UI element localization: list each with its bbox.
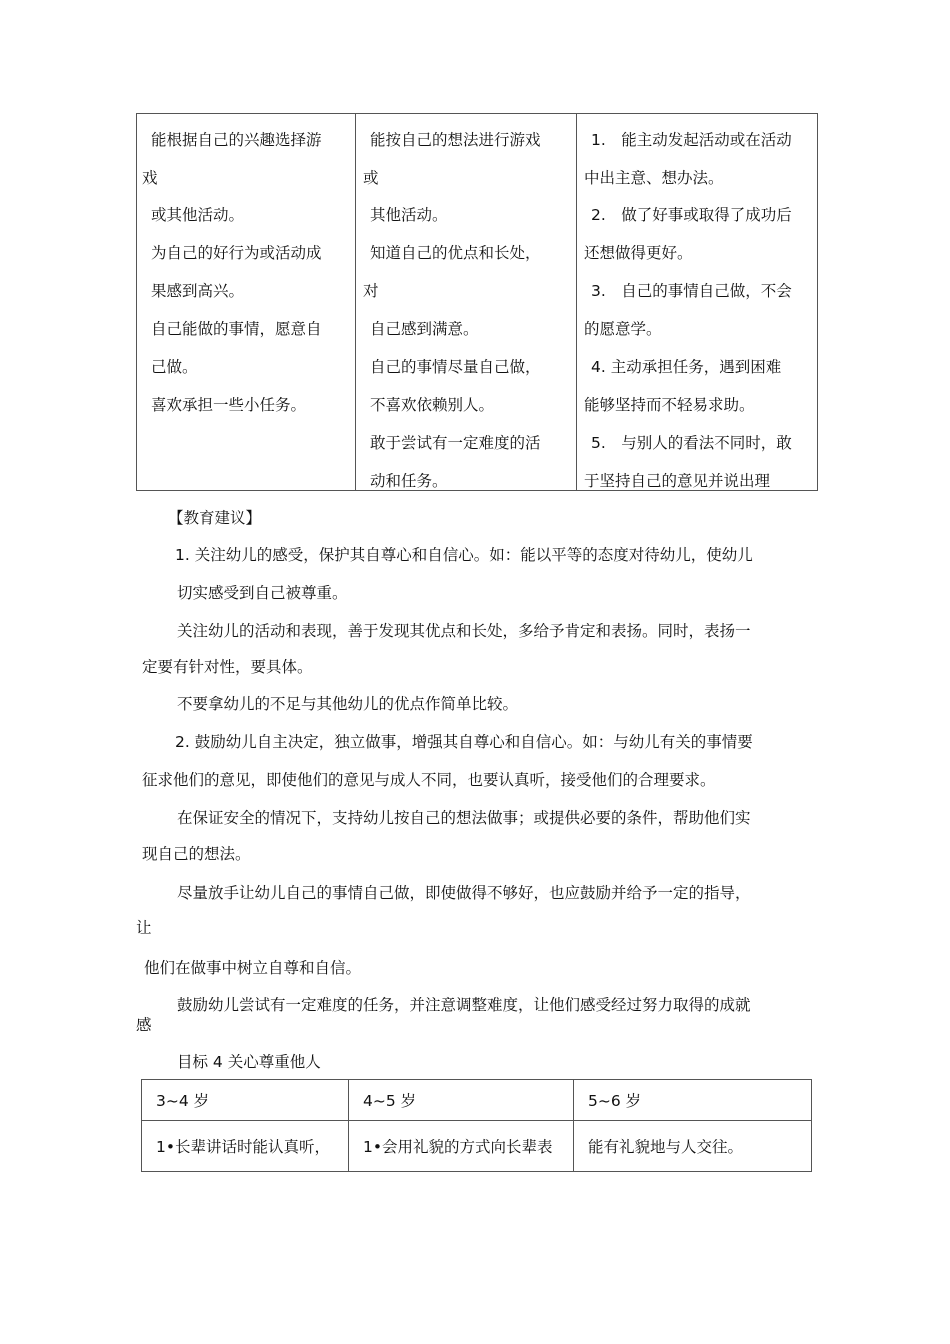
paragraph-line: 尽量放手让幼儿自己的事情自己做，即使做得不够好，也应鼓励并给予一定的指导， [177, 884, 751, 902]
table-cell: 能有礼貌地与人交往。 [588, 1138, 744, 1156]
goal-table [141, 1079, 812, 1172]
table-cell-line: 知道自己的优点和长处， [370, 244, 541, 262]
table-cell-line: 戏 [142, 169, 158, 187]
table-cell-line: 果感到高兴。 [151, 282, 245, 300]
paragraph-line: 鼓励幼儿尝试有一定难度的任务，并注意调整难度，让他们感受经过努力取得的成就 [177, 996, 751, 1014]
table-cell-line: 4. 主动承担任务，遇到困难 [591, 358, 782, 376]
paragraph-line: 1. 关注幼儿的感受，保护其自尊心和自信心。如：能以平等的态度对待幼儿，使幼儿 [175, 546, 753, 564]
table-cell-line: 5. 与别人的看法不同时，敢 [591, 434, 792, 452]
paragraph-line: 不要拿幼儿的不足与其他幼儿的优点作简单比较。 [177, 695, 519, 713]
table-cell-line: 动和任务。 [370, 472, 448, 490]
paragraph-line: 他们在做事中树立自尊和自信。 [144, 959, 362, 977]
row-divider [142, 1120, 811, 1121]
table-cell-line: 己做。 [151, 358, 198, 376]
goal-title: 目标 4 关心尊重他人 [177, 1053, 321, 1071]
table-cell-line: 还想做得更好。 [584, 244, 693, 262]
table-header-cell: 5~6 岁 [588, 1092, 642, 1110]
paragraph-line: 感 [136, 1016, 152, 1034]
paragraph-line: 让 [136, 919, 152, 937]
table-cell-line: 能够坚持而不轻易求助。 [584, 396, 755, 414]
table-cell-line: 2. 做了好事或取得了成功后 [591, 206, 792, 224]
paragraph-line: 切实感受到自己被尊重。 [177, 584, 348, 602]
table-cell-line: 自己能做的事情，愿意自 [151, 320, 322, 338]
column-divider [355, 114, 356, 490]
paragraph-line: 定要有针对性，要具体。 [142, 658, 313, 676]
column-divider [348, 1080, 349, 1171]
table-cell-line: 3. 自己的事情自己做，不会 [591, 282, 792, 300]
paragraph-line: 征求他们的意见，即使他们的意见与成人不同，也要认真听，接受他们的合理要求。 [142, 771, 716, 789]
table-header-cell: 4~5 岁 [363, 1092, 417, 1110]
table-cell: 1•长辈讲话时能认真听， [156, 1138, 331, 1156]
table-cell-line: 不喜欢依赖别人。 [370, 396, 495, 414]
table-header-cell: 3~4 岁 [156, 1092, 210, 1110]
table-cell-line: 或其他活动。 [151, 206, 245, 224]
table-cell-line: 对 [363, 282, 379, 300]
table-cell-line: 为自己的好行为或活动成 [151, 244, 322, 262]
table-cell-line: 的愿意学。 [584, 320, 662, 338]
advice-heading: 【教育建议】 [168, 509, 262, 527]
table-cell-line: 1. 能主动发起活动或在活动 [591, 131, 792, 149]
paragraph-line: 在保证安全的情况下，支持幼儿按自己的想法做事；或提供必要的条件，帮助他们实 [177, 809, 751, 827]
table-cell-line: 中出主意、想办法。 [584, 169, 724, 187]
table-cell-line: 自己感到满意。 [370, 320, 479, 338]
paragraph-line: 现自己的想法。 [142, 845, 251, 863]
development-table [136, 113, 818, 491]
table-cell-line: 于坚持自己的意见并说出理 [584, 472, 771, 490]
table-cell: 1•会用礼貌的方式向长辈表 [363, 1138, 553, 1156]
table-cell-line: 能根据自己的兴趣选择游 [151, 131, 322, 149]
table-cell-line: 敢于尝试有一定难度的活 [370, 434, 541, 452]
table-cell-line: 其他活动。 [370, 206, 448, 224]
paragraph-line: 2. 鼓励幼儿自主决定，独立做事，增强其自尊心和自信心。如：与幼儿有关的事情要 [175, 733, 753, 751]
column-divider [576, 114, 577, 490]
table-cell-line: 或 [363, 169, 379, 187]
column-divider [573, 1080, 574, 1171]
table-cell-line: 喜欢承担一些小任务。 [151, 396, 307, 414]
table-cell-line: 自己的事情尽量自己做， [370, 358, 541, 376]
table-cell-line: 能按自己的想法进行游戏 [370, 131, 541, 149]
paragraph-line: 关注幼儿的活动和表现，善于发现其优点和长处，多给予肯定和表扬。同时，表扬一 [177, 622, 751, 640]
